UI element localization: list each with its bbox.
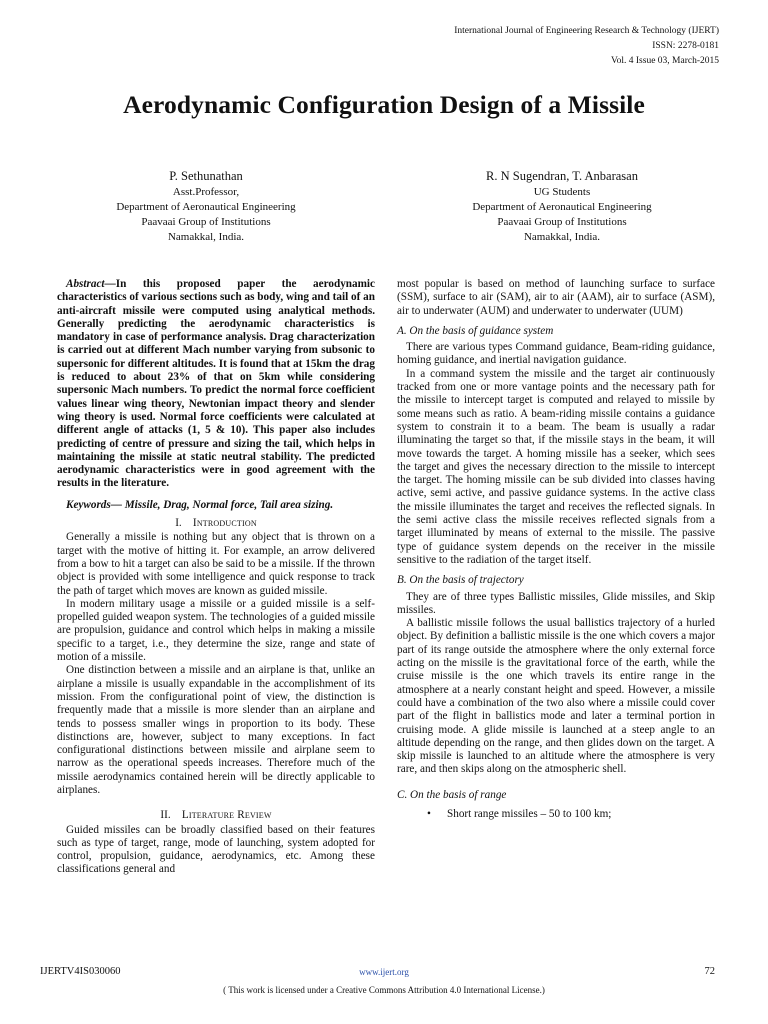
abstract-text: —In this proposed paper the aerodynamic characteristics of various sections such as body, wing and tail of an anti-aircraft missile were computed using analytical methods. Generally predicting the aerodynamic characteristics is mandatory in case of performance analysis. Drag characterization is carried out at different Mach number varying from subsonic to supersonic for different altitudes. It is found that at 15km the drag is reduced to about 23% of that on 5km while considering supersonic Mach numbers. To predict the normal force coefficient values linear wing theory, Newtonian impact theory and slender wing theory is used. Normal force coefficients were calculated at different angle of attacks (1, 5 & 10). This paper also includes predicting of centre of pressure and sizing the tail, which helps in maintaining the missile at static neutral stability. The predicted aerodynamic characteristics were in good agreement with the results in the literature. <box>57 278 375 490</box>
paragraph: They are of three types Ballistic missiles, Glide missiles, and Skip missiles. <box>397 590 715 616</box>
paragraph: One distinction between a missile and an airplane is that, unlike an airplane a missile is usually expandable in the accomplishment of its mission. From the configurational point of view, the distinction is frequently made that a missile is more slender than an airplane and tends to possess smaller wings in proportion to its body. These distinctions are, however, subject to many exceptions. In fact configurational distinctions between missile and airplane seem to narrow as the operational speeds increases. Therefore much of the missile aerodynamics contained herein will be directly applicable to airplanes. <box>57 664 375 796</box>
paragraph: In modern military usage a missile or a guided missile is a self-propelled guided weapon system. The technologies of a guided missile are propulsion, guidance and control which helps in making a missile specific to a target, i.e., they determine the size, range and state of motion of a missile. <box>57 597 375 664</box>
volume-issue: Vol. 4 Issue 03, March-2015 <box>610 56 719 66</box>
paragraph: Generally a missile is nothing but any object that is thrown on a target with the motive of hitting it. For example, an arrow delivered from a bow to hit a target can also be said to be a missile. If the thrown object is provided with some intelligence and quick response to track the path of target which moves are known as guided missile. <box>57 531 375 597</box>
issn: ISSN: 2278-0181 <box>652 41 719 51</box>
paragraph: most popular is based on method of launching surface to surface (SSM), surface to air (SAM), air to air (AAM), air to surface (ASM), air to underwater (AUM) and underwater to underwater (UUM) <box>397 278 715 317</box>
license-notice: ( This work is licensed under a Creative Commons Attribution 4.0 International License.) <box>223 985 545 995</box>
journal-header <box>454 24 719 69</box>
right-column <box>397 278 715 821</box>
paragraph: A ballistic missile follows the usual ballistics trajectory of a hurled object. By definition a ballistic missile is the one which covers a major part of its range outside the atmosphere where the only external force acting on the missile is the gravitational force of the earth, while the cruise missile is the one which travels its entire range in the atmosphere at a nearly constant height and speed. However, a missile could have a combination of the two also where a missile could cover part of the flight in ballistics mode and later a terminal portion in cruising mode. A glide missile is launched at a steep angle to an altitude depending on the range, and then glides down on the target. A skip missile is launched to an altitude where the atmosphere is very rare, and then skips along on the atmospheric shell. <box>397 617 715 776</box>
author-place: Namakkal, India. <box>167 231 245 243</box>
author-role: Asst.Professor, <box>172 186 240 198</box>
author-name: R. N Sugendran, T. Anbarasan <box>486 169 638 183</box>
page-number: 72 <box>704 966 715 977</box>
subsection-heading-range: C. On the basis of range <box>397 788 507 801</box>
paragraph: Guided missiles can be broadly classified based on their features such as type of target, range, mode of launching, system adopted for control, propulsion, guidance, aerodynamics, etc. Among these classifications general and <box>57 823 375 876</box>
abstract <box>57 278 375 491</box>
author-name: P. Sethunathan <box>169 169 243 183</box>
paper-title: Aerodynamic Configuration Design of a Missile <box>123 90 645 119</box>
footer-paper-id: IJERTV4IS030060 <box>40 966 121 977</box>
section-heading-introduction: I. Introduction <box>175 517 257 530</box>
left-column <box>57 278 375 877</box>
list-item-text: Short range missiles – 50 to 100 km; <box>447 807 612 820</box>
subsection-heading-guidance: A. On the basis of guidance system <box>397 324 554 337</box>
subsection-heading-trajectory: B. On the basis of trajectory <box>397 574 524 587</box>
author-inst: Paavaai Group of Institutions <box>497 216 627 228</box>
author-inst: Paavaai Group of Institutions <box>141 216 271 228</box>
author-place: Namakkal, India. <box>523 231 601 243</box>
bullet-icon: • <box>427 807 431 820</box>
author-role: UG Students <box>533 186 591 198</box>
list-item <box>397 808 715 821</box>
author-dept: Department of Aeronautical Engineering <box>116 201 296 213</box>
author-block-2 <box>412 168 712 245</box>
section-heading-literature-review: II. Literature Review <box>160 809 272 822</box>
keywords: Keywords— Missile, Drag, Normal force, Tail area sizing. <box>66 498 334 511</box>
paragraph: In a command system the missile and the target air continuously tracked from one or more vantage points and the necessary path for the missile to intercept target is computed and relayed to missile by some means such as ratio. A beam-riding missile contains a guidance system to constrain it to a beam. The beam is usually a radar illuminating the target so that, if the missile stays in the beam, it will move towards the target. A homing missile has a seeker, which sees the target and gives the necessary direction to the missile to intercept the target. The homing missile can be sub divided into classes having active, semi active, and passive guidance systems. In the active class the missile illuminates the target and receives the reflected signals. In the semi active class the missile receives reflected signals from a target illuminated by means of external to the missile. The passive type of guidance system depends on the receiver in the missile sensitive to the radiation of the target itself. <box>397 367 715 566</box>
journal-name: International Journal of Engineering Research & Technology (IJERT) <box>454 26 719 36</box>
author-dept: Department of Aeronautical Engineering <box>472 201 652 213</box>
abstract-label: Abstract <box>66 278 105 290</box>
footer-site-link[interactable]: www.ijert.org <box>359 967 409 977</box>
author-block-1 <box>56 168 356 245</box>
paragraph: There are various types Command guidance, Beam-riding guidance, homing guidance, and inertial navigation guidance. <box>397 341 715 367</box>
